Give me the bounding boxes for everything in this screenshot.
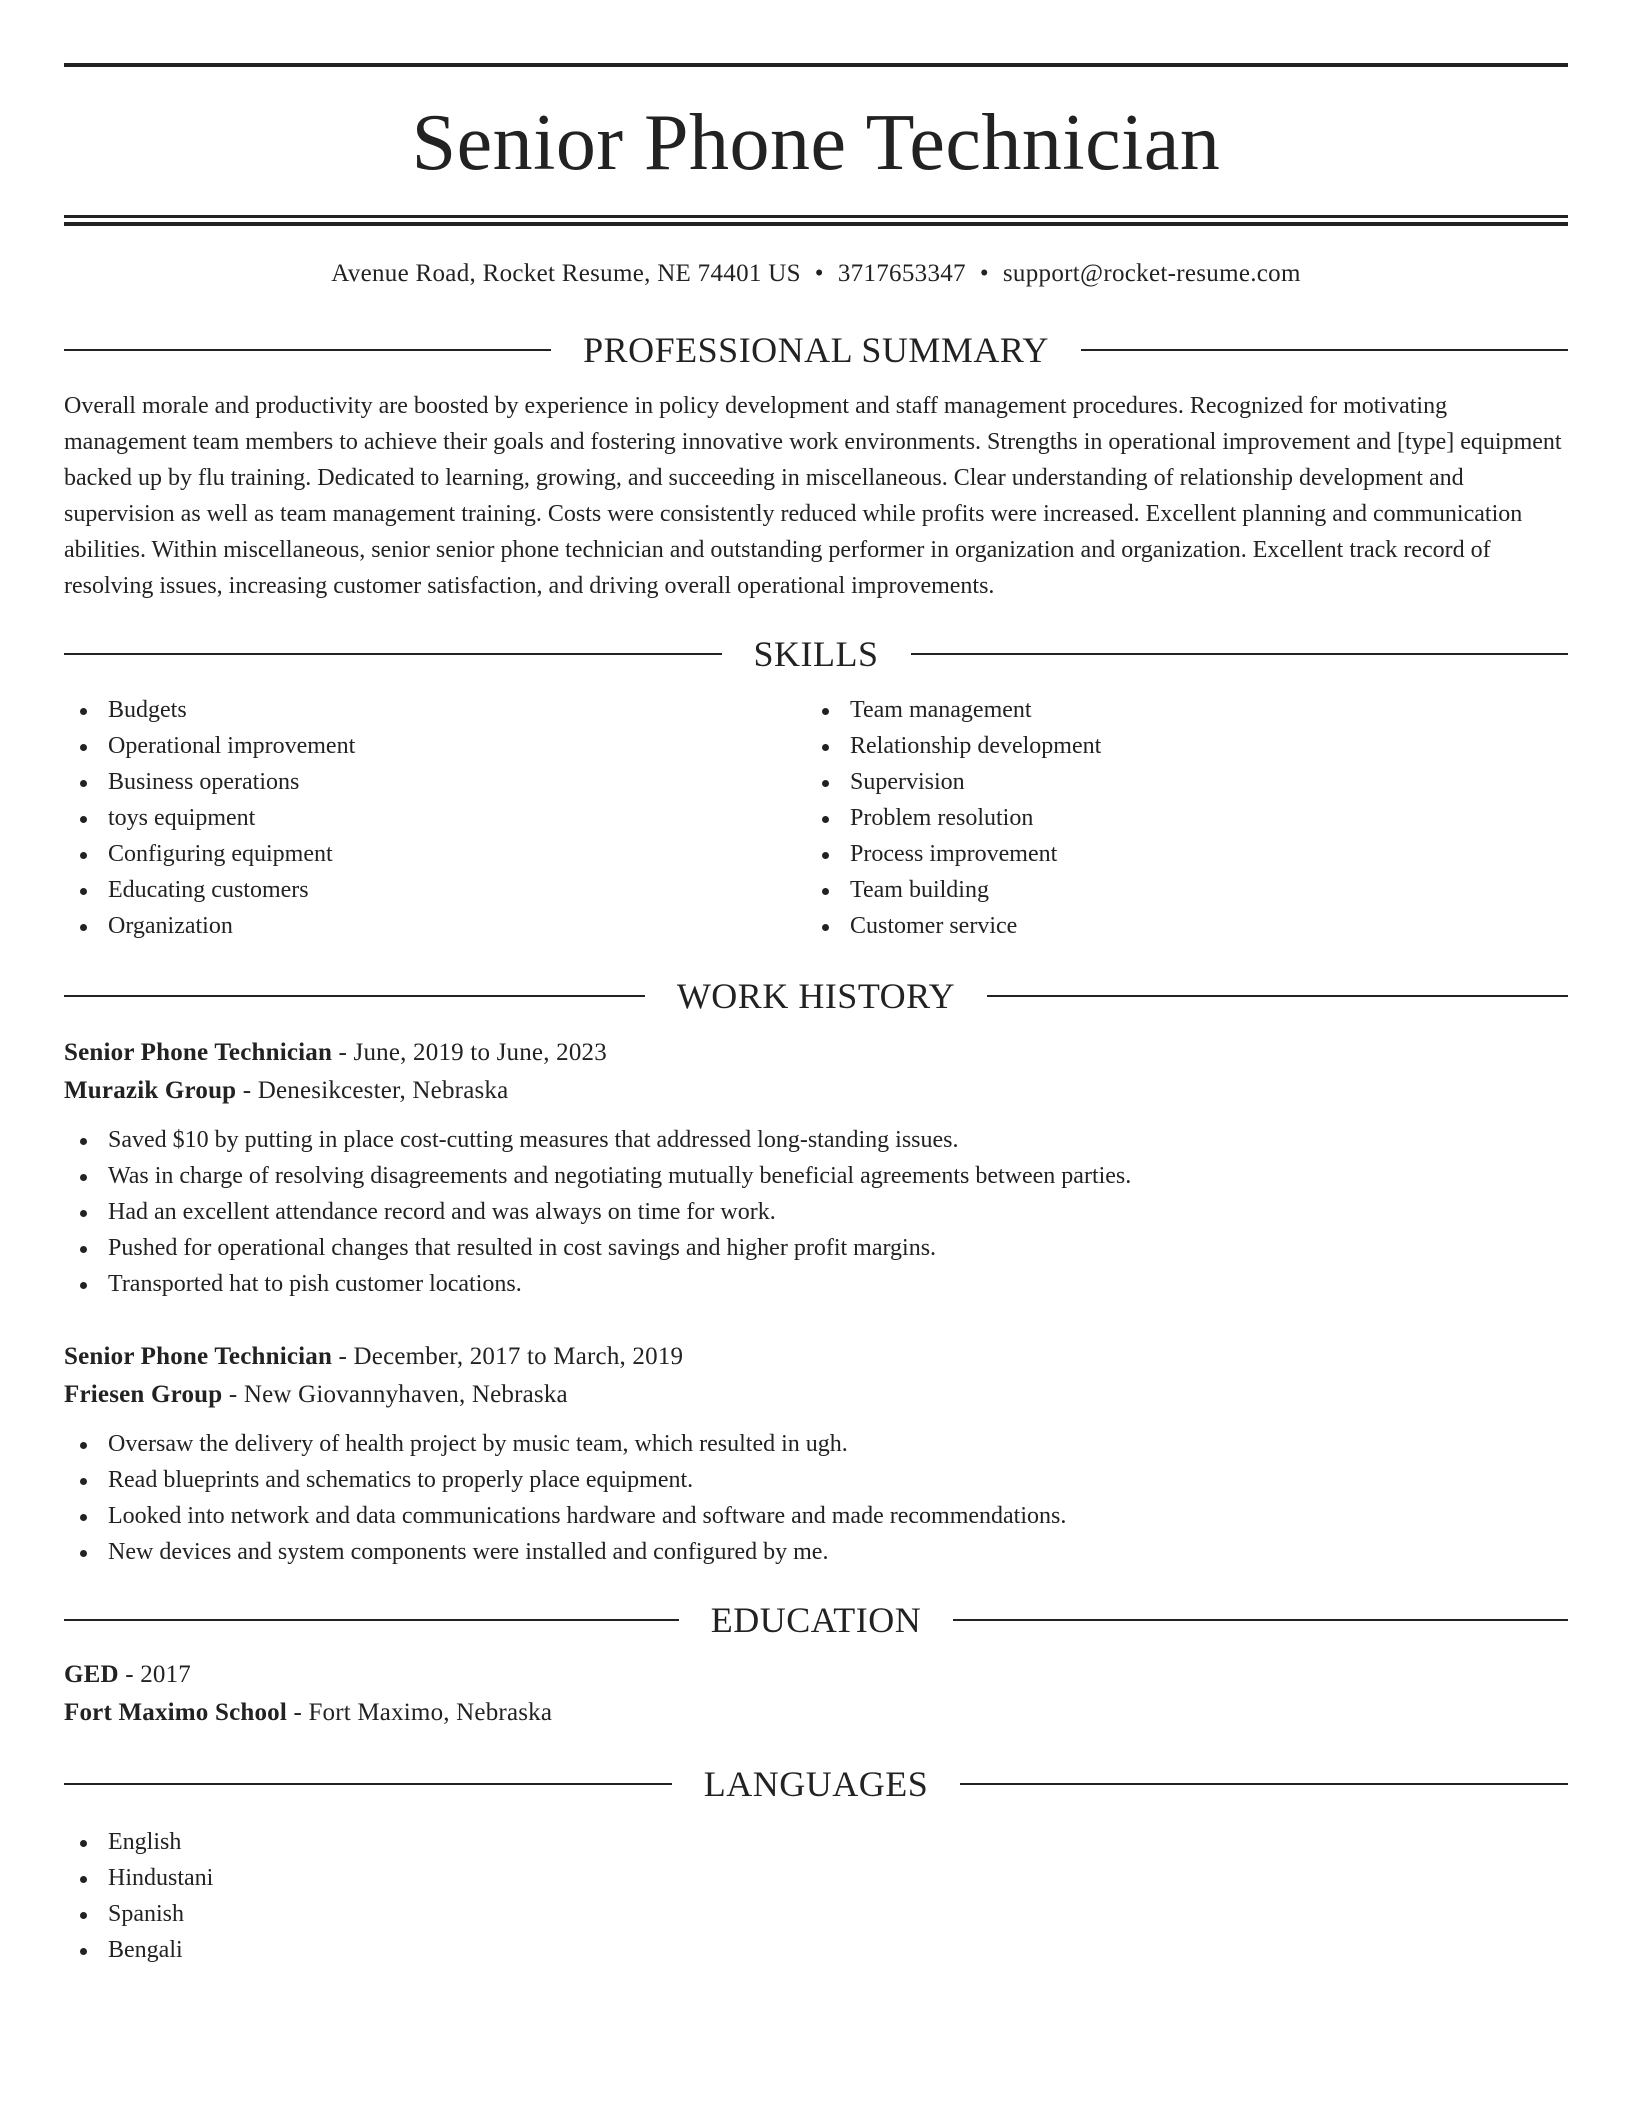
language-item: Hindustani: [64, 1860, 1568, 1896]
job-dates: - December, 2017 to March, 2019: [332, 1343, 684, 1370]
contact-line: [64, 258, 1568, 290]
language-item: Spanish: [64, 1896, 1568, 1932]
section-heading-education: [64, 1600, 1568, 1640]
heading-rule: [953, 1619, 1568, 1621]
language-item: English: [64, 1824, 1568, 1860]
skill-item: Process improvement: [806, 836, 1548, 872]
resume-name: Senior Phone Technician: [411, 99, 1221, 187]
section-title: LANGUAGES: [703, 1764, 929, 1804]
section-title: PROFESSIONAL SUMMARY: [583, 330, 1049, 370]
heading-rule: [1081, 349, 1568, 351]
job-bullet: Was in charge of resolving disagreements and negotiating mutually beneficial agreements between parties.: [64, 1158, 1568, 1194]
contact-email: support@rocket-resume.com: [1002, 260, 1301, 287]
job-title-line: [64, 1338, 1568, 1376]
job-bullets: [64, 1122, 1568, 1302]
section-title: SKILLS: [753, 634, 879, 674]
job-company: Murazik Group: [64, 1077, 237, 1104]
job-company: Friesen Group: [64, 1381, 223, 1408]
job-entry: [64, 1338, 1568, 1570]
heading-rule: [64, 349, 551, 351]
job-bullet: Saved $10 by putting in place cost-cutting measures that addressed long-standing issues.: [64, 1122, 1568, 1158]
job-entry: [64, 1034, 1568, 1302]
education-entry: [64, 1656, 1568, 1732]
skills-list: [64, 692, 1568, 944]
heading-rule: [64, 653, 722, 655]
job-dates: - June, 2019 to June, 2023: [332, 1039, 607, 1066]
heading-rule: [987, 995, 1568, 997]
job-bullet: Transported hat to pish customer locations.: [64, 1266, 1568, 1302]
skill-item: Budgets: [64, 692, 806, 728]
heading-rule: [911, 653, 1569, 655]
skill-item: Team management: [806, 692, 1548, 728]
heading-rule: [960, 1783, 1568, 1785]
education-school: Fort Maximo School: [64, 1699, 288, 1726]
education-year: - 2017: [118, 1661, 192, 1688]
skills-column-left: [64, 692, 806, 944]
skill-item: Relationship development: [806, 728, 1548, 764]
job-bullet: Had an excellent attendance record and was always on time for work.: [64, 1194, 1568, 1230]
skill-item: Operational improvement: [64, 728, 806, 764]
header-top-rule: [64, 63, 1568, 67]
job-company-line: [64, 1376, 1568, 1414]
education-degree: GED: [64, 1661, 119, 1688]
job-bullets: [64, 1426, 1568, 1570]
section-heading-languages: [64, 1764, 1568, 1804]
job-title: Senior Phone Technician: [64, 1039, 333, 1066]
skill-item: Configuring equipment: [64, 836, 806, 872]
contact-separator: •: [979, 260, 989, 287]
job-title: Senior Phone Technician: [64, 1343, 333, 1370]
job-location: - New Giovannyhaven, Nebraska: [222, 1381, 568, 1408]
job-bullet: Looked into network and data communications hardware and software and made recommendations.: [64, 1498, 1568, 1534]
education-school-line: [64, 1694, 1568, 1732]
skill-item: Educating customers: [64, 872, 806, 908]
summary-text: Overall morale and productivity are boosted by experience in policy development and staff management procedures. Recognized for motivating management team members to achieve their goals and fostering innovative work environments. Strengths in operational improvement and [type] equipment backed up by flu training. Dedicated to learning, growing, and succeeding in miscellaneous. Clear understanding of relationship development and supervision as well as team management training. Costs were consistently reduced while profits were increased. Excellent planning and communication abilities. Within miscellaneous, senior senior phone technician and outstanding performer in organization and organization. Excellent track record of resolving issues, increasing customer satisfaction, and driving overall operational improvements.: [64, 393, 1562, 599]
section-heading-work: [64, 976, 1568, 1016]
contact-separator: •: [814, 260, 824, 287]
skill-item: Organization: [64, 908, 806, 944]
job-location: - Denesikcester, Nebraska: [236, 1077, 509, 1104]
job-bullet: Read blueprints and schematics to properly place equipment.: [64, 1462, 1568, 1498]
skill-item: Team building: [806, 872, 1548, 908]
contact-address: Avenue Road, Rocket Resume, NE 74401 US: [331, 260, 801, 287]
education-location: - Fort Maximo, Nebraska: [287, 1699, 553, 1726]
heading-rule: [64, 995, 645, 997]
job-title-line: [64, 1034, 1568, 1072]
skill-item: Supervision: [806, 764, 1548, 800]
education-degree-line: [64, 1656, 1568, 1694]
job-bullet: Pushed for operational changes that resulted in cost savings and higher profit margins.: [64, 1230, 1568, 1266]
languages-list: [64, 1824, 1568, 1968]
skill-item: toys equipment: [64, 800, 806, 836]
skill-item: Customer service: [806, 908, 1548, 944]
job-bullet: Oversaw the delivery of health project by music team, which resulted in ugh.: [64, 1426, 1568, 1462]
job-bullet: New devices and system components were installed and configured by me.: [64, 1534, 1568, 1570]
skill-item: Business operations: [64, 764, 806, 800]
skill-item: Problem resolution: [806, 800, 1548, 836]
section-heading-skills: [64, 634, 1568, 674]
section-heading-summary: [64, 330, 1568, 370]
section-title: WORK HISTORY: [676, 976, 956, 1016]
heading-rule: [64, 1783, 672, 1785]
job-company-line: [64, 1072, 1568, 1110]
contact-phone: 3717653347: [837, 260, 966, 287]
resume-page: [64, 0, 1568, 1968]
header-double-rule: [64, 215, 1568, 226]
language-item: Bengali: [64, 1932, 1568, 1968]
skills-column-right: [806, 692, 1548, 944]
heading-rule: [64, 1619, 679, 1621]
section-title: EDUCATION: [710, 1600, 922, 1640]
